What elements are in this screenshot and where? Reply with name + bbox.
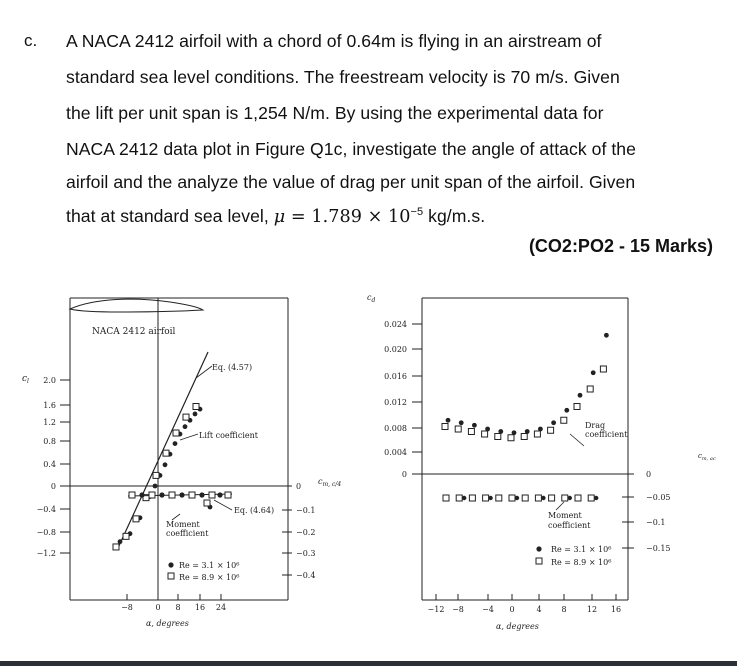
drag-point-re31 xyxy=(578,393,583,398)
cmac-point-re31 xyxy=(568,496,572,500)
cmac-point-re89 xyxy=(588,495,594,501)
cmac-point-re89 xyxy=(509,495,515,501)
alpha-tick-label: 16 xyxy=(194,603,206,612)
legend-re1-marker xyxy=(168,562,173,567)
cl-tick-label: 0.8 xyxy=(43,437,56,446)
cmac-point-re89 xyxy=(469,495,475,501)
moment-point-re89 xyxy=(149,492,155,498)
drag-point-re31 xyxy=(459,420,464,425)
cm-c4-label: $c_{m, c/4}$ xyxy=(318,477,342,488)
lift-point-re31 xyxy=(173,441,178,446)
drag-point-re31 xyxy=(604,333,609,338)
lift-label-leader xyxy=(180,434,198,440)
cl-tick-label: 0.4 xyxy=(43,460,56,469)
cl-tick-label: 2.0 xyxy=(43,376,56,385)
marks-label: (CO2:PO2 - 15 Marks) xyxy=(528,236,713,256)
cmac-point-re31 xyxy=(515,496,519,500)
eq457-label: Eq. (4.57) xyxy=(212,363,253,372)
question-line-6-prefix: that at standard sea level, xyxy=(66,206,274,226)
moment-label-left-line1: Moment xyxy=(166,520,200,529)
cm-ac-tick-label: −0.15 xyxy=(646,544,671,553)
drag-point-re31 xyxy=(446,418,451,423)
lift-point-re31 xyxy=(183,424,188,429)
alpha-ticks-left xyxy=(121,594,226,612)
drag-point-re89 xyxy=(574,404,580,410)
cmac-point-re31 xyxy=(488,496,492,500)
cd-tick-label: 0.020 xyxy=(384,345,407,354)
mu-symbol: μ xyxy=(273,207,286,227)
drag-point-re89 xyxy=(482,431,488,437)
cmac-point-re89 xyxy=(496,495,502,501)
cl-tick-label: −1.2 xyxy=(36,549,56,558)
eq464-leader xyxy=(214,500,232,510)
cd-axis-label: $c_d$ xyxy=(367,293,376,304)
drag-point-re89 xyxy=(442,424,448,430)
cmac-point-re31 xyxy=(594,496,598,500)
moment-point-re31 xyxy=(199,492,204,497)
cl-tick-label: −0.4 xyxy=(36,505,56,514)
moment-label-left-line2: coefficient xyxy=(166,529,209,538)
moment-label-right-line2: coefficient xyxy=(548,521,591,530)
drag-point-re89 xyxy=(534,431,540,437)
cl-tick-label: 0 xyxy=(50,482,56,491)
cm-c4-tick-label: −0.4 xyxy=(296,571,316,580)
cm-ac-ticks xyxy=(622,470,671,553)
cmac-markers xyxy=(443,495,598,501)
alpha-tick-label: 24 xyxy=(215,603,227,612)
cmac-point-re31 xyxy=(462,496,466,500)
cl-ticks xyxy=(37,376,70,558)
moment-point-re89 xyxy=(209,492,215,498)
moment-point-re89 xyxy=(169,492,175,498)
alpha-tick-label-right: 4 xyxy=(536,605,542,614)
cl-tick-label: 1.2 xyxy=(43,418,56,427)
drag-point-re89 xyxy=(521,434,527,440)
moment-right-leader xyxy=(556,502,564,510)
lift-point-re89 xyxy=(163,450,169,456)
cl-axis-label: $c_l$ xyxy=(22,374,29,385)
drag-point-re89 xyxy=(548,427,554,433)
alpha-tick-label-right: 8 xyxy=(561,605,567,614)
cl-tick-label: −0.8 xyxy=(36,528,56,537)
lift-point-re31 xyxy=(193,412,198,417)
lift-point-re89 xyxy=(173,430,179,436)
exponent: −5 xyxy=(410,206,424,219)
cd-ticks xyxy=(384,320,422,479)
left-title: NACA 2412 airfoil xyxy=(92,327,176,337)
legend-re1-right: Re = 3.1 × 10⁶ xyxy=(551,545,612,554)
drag-markers xyxy=(442,333,609,441)
moment-point-re89 xyxy=(189,492,195,498)
drag-point-re31 xyxy=(591,370,596,375)
drag-point-re31 xyxy=(551,420,556,425)
legend-re2: Re = 8.9 × 10⁶ xyxy=(179,573,240,582)
drag-point-re89 xyxy=(495,434,501,440)
alpha-ticks-right xyxy=(428,594,622,614)
cm-ac-tick-label: −0.05 xyxy=(646,493,671,502)
drag-point-re89 xyxy=(587,386,593,392)
alpha-tick-label: 0 xyxy=(155,603,161,612)
moment-point-re89 xyxy=(204,500,210,506)
lift-point-re31 xyxy=(163,462,168,467)
legend-re2-marker xyxy=(168,573,174,579)
lift-point-re89 xyxy=(153,472,159,478)
alpha-label-left: α, degrees xyxy=(146,619,189,628)
cmac-point-re89 xyxy=(575,495,581,501)
alpha-tick-label-right: −12 xyxy=(427,605,445,614)
cd-tick-label: 0 xyxy=(401,470,407,479)
drag-label-leader xyxy=(570,434,584,446)
alpha-tick-label-right: 0 xyxy=(509,605,515,614)
cmac-point-re89 xyxy=(483,495,489,501)
moment-label-right-line1: Moment xyxy=(548,511,582,520)
cd-tick-label: 0.012 xyxy=(384,398,407,407)
alpha-tick-label-right: 16 xyxy=(610,605,622,614)
drag-point-re89 xyxy=(561,417,567,423)
alpha-tick-label-right: 12 xyxy=(586,605,598,614)
cmac-point-re31 xyxy=(541,496,545,500)
lift-point-re89 xyxy=(123,533,129,539)
drag-point-re89 xyxy=(508,435,514,441)
cmac-point-re89 xyxy=(535,495,541,501)
drag-label-line1: Drag xyxy=(585,421,606,430)
cd-tick-label: 0.008 xyxy=(384,424,407,433)
moment-point-re89 xyxy=(129,492,135,498)
legend-re2-right: Re = 8.9 × 10⁶ xyxy=(551,558,612,567)
bottom-bar xyxy=(0,661,737,666)
cmac-point-re89 xyxy=(522,495,528,501)
moment-point-re31 xyxy=(139,492,144,497)
lift-point-re31 xyxy=(153,484,158,489)
airfoil-shape xyxy=(70,299,203,312)
moment-point-re89 xyxy=(225,492,231,498)
cm-ac-tick-label: 0 xyxy=(646,470,652,479)
drag-point-re31 xyxy=(472,423,477,428)
lift-label: Lift coefficient xyxy=(199,431,259,440)
legend-re1: Re = 3.1 × 10⁶ xyxy=(179,561,240,570)
eq464-label: Eq. (4.64) xyxy=(234,506,275,515)
question-letter: c. xyxy=(24,31,38,50)
cd-tick-label: 0.004 xyxy=(384,448,407,457)
question-line-4: NACA 2412 data plot in Figure Q1c, investigate the angle of attack of the xyxy=(66,139,636,159)
lift-point-re31 xyxy=(118,539,123,544)
cm-ac-label: $c_{m, ac}$ xyxy=(698,452,716,462)
drag-point-re89 xyxy=(455,426,461,432)
cd-tick-label: 0.024 xyxy=(384,320,407,329)
cm-c4-tick-label: −0.1 xyxy=(296,506,316,515)
moment-point-re31 xyxy=(159,492,164,497)
legend-re2-right-marker xyxy=(536,558,542,564)
cmac-point-re89 xyxy=(456,495,462,501)
question-line-1: A NACA 2412 airfoil with a chord of 0.64m is flying in an airstream of xyxy=(66,31,602,51)
moment-point-re31 xyxy=(179,492,184,497)
cd-tick-label: 0.016 xyxy=(384,372,407,381)
alpha-tick-label-right: −8 xyxy=(452,605,464,614)
alpha-tick-label: −8 xyxy=(121,603,133,612)
times-ten: × 10 xyxy=(367,207,411,227)
cl-tick-label: 1.6 xyxy=(43,401,56,410)
drag-point-re89 xyxy=(600,366,606,372)
legend-re1-right-marker xyxy=(536,546,541,551)
lift-point-re89 xyxy=(133,516,139,522)
moment-label-right xyxy=(548,511,591,530)
cm-c4-tick-label: −0.2 xyxy=(296,528,316,537)
lift-point-re89 xyxy=(193,404,199,410)
moment-label-left xyxy=(166,520,209,538)
cmac-point-re89 xyxy=(443,495,449,501)
cm-ac-tick-label: −0.1 xyxy=(646,518,666,527)
lift-point-re89 xyxy=(113,544,119,550)
cmac-point-re89 xyxy=(562,495,568,501)
lift-point-re89 xyxy=(183,414,189,420)
alpha-tick-label-right: −4 xyxy=(482,605,494,614)
drag-point-re31 xyxy=(564,408,569,413)
cm-c4-tick-label: 0 xyxy=(296,482,302,491)
question-line-5: airfoil and the analyze the value of drag per unit span of the airfoil. Given xyxy=(66,172,636,192)
moment-point-re31 xyxy=(217,492,222,497)
alpha-tick-label: 8 xyxy=(175,603,181,612)
question-line-3: the lift per unit span is 1,254 N/m. By using the experimental data for xyxy=(66,103,604,123)
drag-label-line2: coefficient xyxy=(585,430,628,439)
drag-label xyxy=(585,421,628,439)
drag-point-re89 xyxy=(468,429,474,435)
mu-value: = 1.789 xyxy=(285,207,368,227)
cmac-point-re89 xyxy=(549,495,555,501)
unit: kg/m.s. xyxy=(423,206,486,226)
cm-c4-ticks xyxy=(282,482,315,580)
alpha-label-right: α, degrees xyxy=(496,622,539,631)
question-line-2: standard sea level conditions. The freestream velocity is 70 m/s. Given xyxy=(66,67,620,87)
cm-c4-tick-label: −0.3 xyxy=(296,549,316,558)
